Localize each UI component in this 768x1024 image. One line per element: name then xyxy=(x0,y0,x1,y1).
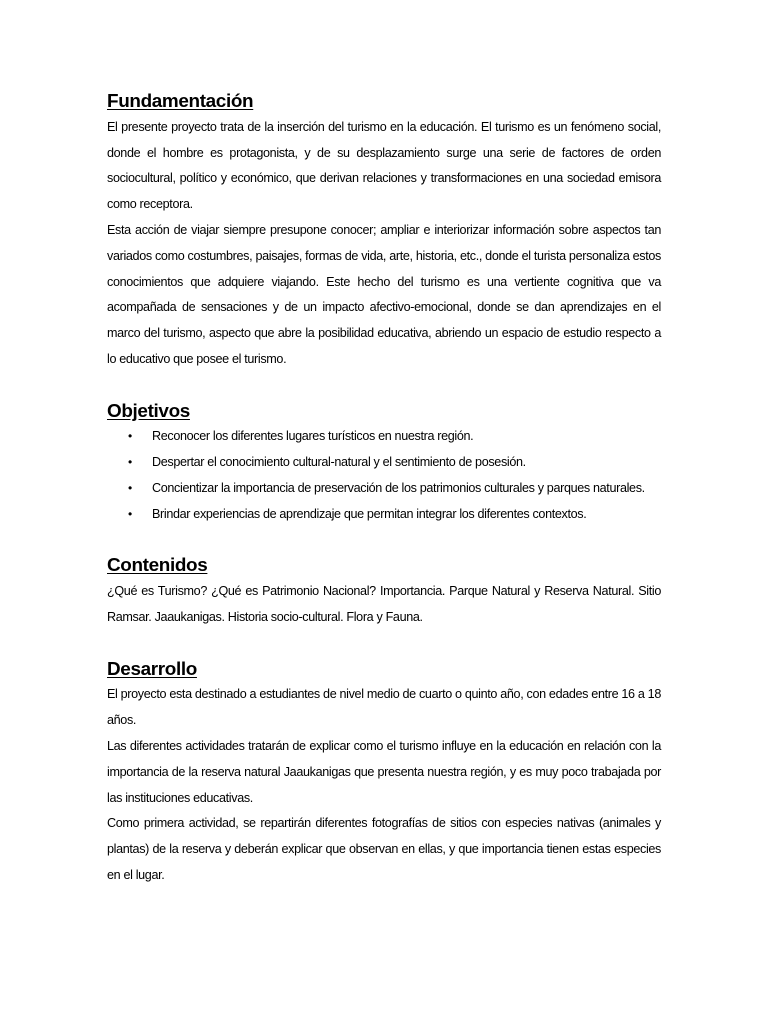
list-item-text: Despertar el conocimiento cultural-natural y el sentimiento de posesión. xyxy=(152,455,526,470)
list-item xyxy=(107,476,661,502)
desarrollo-paragraph-2: Las diferentes actividades tratarán de explicar como el turismo influye en la educación en relación con la importancia de la reserva natural Jaaukanigas que presenta nuestra región, y es muy poco trabajada por las instituciones educativas. xyxy=(107,738,661,805)
bullet-icon: • xyxy=(128,455,132,470)
document-page xyxy=(107,89,661,889)
list-item-text: Concientizar la importancia de preservación de los patrimonios culturales y parques naturales. xyxy=(152,480,645,495)
desarrollo-paragraph-3: Como primera actividad, se repartirán diferentes fotografías de sitios con especies nativas (animales y plantas) de la reserva y deberán explicar que observan en ellas, y que importancia tienen estas especies en el lugar. xyxy=(107,816,661,882)
heading-fundamentacion: Fundamentación xyxy=(107,91,254,112)
bullet-icon: • xyxy=(128,506,132,521)
heading-desarrollo: Desarrollo xyxy=(107,658,197,680)
list-item xyxy=(107,502,661,528)
contenidos-paragraph-1: ¿Qué es Turismo? ¿Qué es Patrimonio Nacional? Importancia. Parque Natural y Reserva Natural. Sitio Ramsar. Jaaukanigas. Historia socio-cultural. Flora y Fauna. xyxy=(107,584,661,624)
section-spacer xyxy=(107,373,661,399)
list-item-text: Brindar experiencias de aprendizaje que permitan integrar los diferentes contextos. xyxy=(152,506,587,521)
list-item xyxy=(107,450,661,476)
heading-contenidos: Contenidos xyxy=(107,555,208,577)
heading-objetivos: Objetivos xyxy=(107,400,190,422)
objetivos-list xyxy=(107,424,661,527)
list-item xyxy=(107,424,661,450)
section-spacer xyxy=(107,528,661,554)
fundamentacion-paragraph-1: El presente proyecto trata de la inserción del turismo en la educación. El turismo es un fenómeno social, donde el hombre es protagonista, y de su desplazamiento surge una serie de factores de orden sociocultural, político y económico, que derivan relaciones y transformaciones en una sociedad emisora como receptora. xyxy=(107,119,661,212)
list-item-text: Reconocer los diferentes lugares turísticos en nuestra región. xyxy=(152,429,474,444)
desarrollo-paragraph-1: El proyecto esta destinado a estudiantes de nivel medio de cuarto o quinto año, con edades entre 16 a 18 años. xyxy=(107,687,661,728)
bullet-icon: • xyxy=(128,429,132,444)
fundamentacion-paragraph-2: Esta acción de viajar siempre presupone conocer; ampliar e interiorizar información sobre aspectos tan variados como costumbres, paisajes, formas de vida, arte, historia, etc., donde el turista personaliza estos conocimientos que adquiere viajando. Este hecho del turismo es una vertiente cognitiva que va acompañada de sensaciones y de un impacto afectivo-emocional, donde se dan aprendizajes en el marco del turismo, aspecto que abre la posibilidad educativa, abriendo un espacio de estudio respecto a lo educativo que posee el turismo. xyxy=(107,222,661,366)
section-spacer xyxy=(107,631,661,657)
bullet-icon: • xyxy=(128,480,132,495)
